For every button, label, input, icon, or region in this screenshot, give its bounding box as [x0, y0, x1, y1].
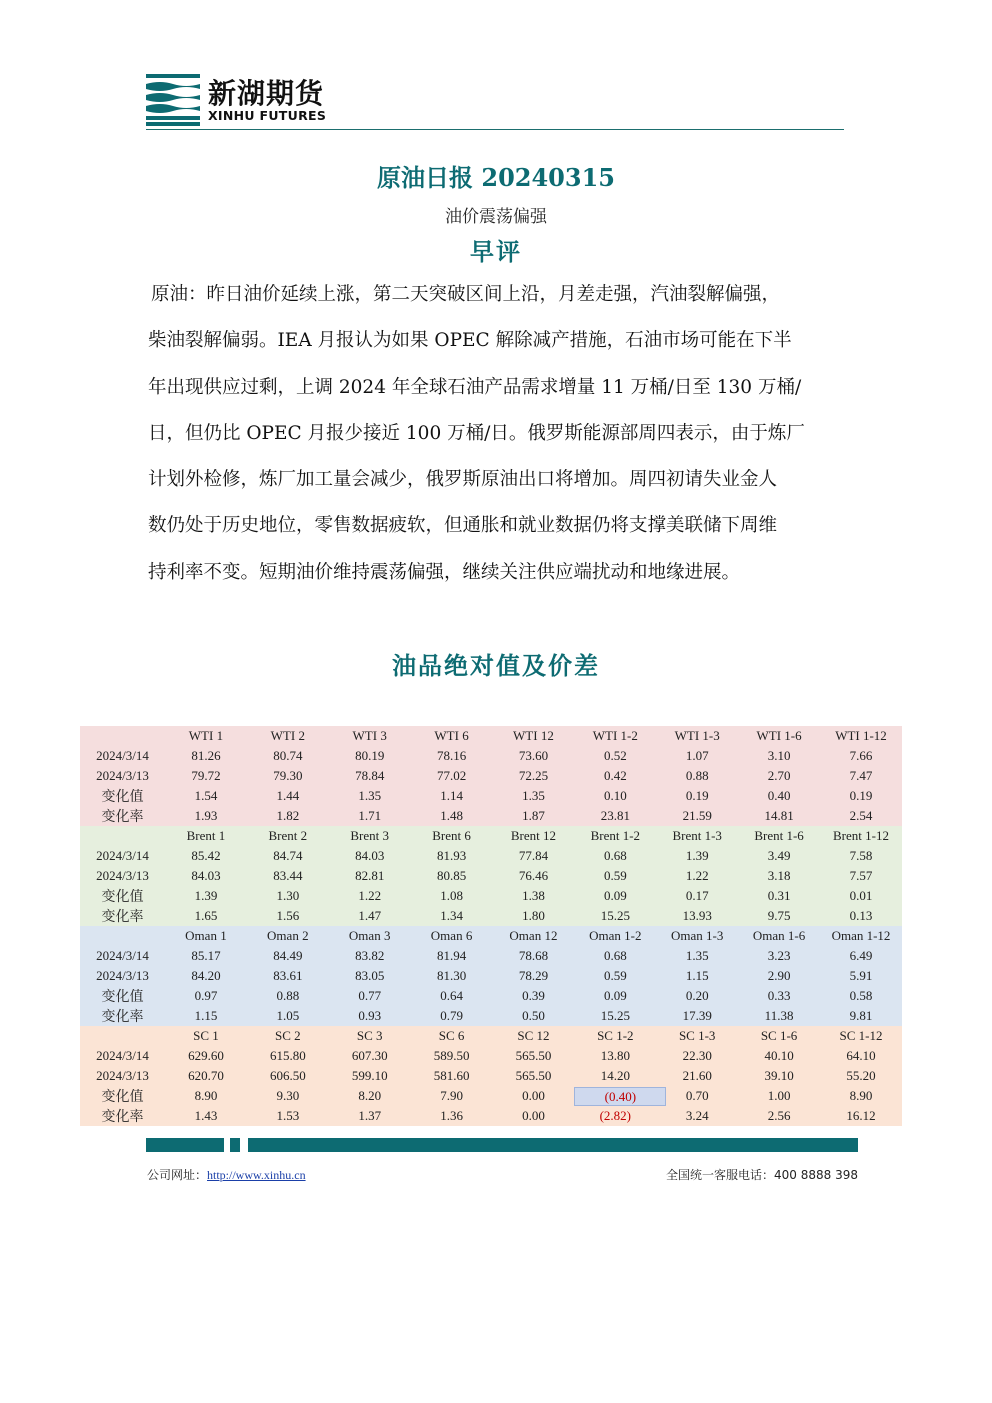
table-cell: 1.82 — [247, 806, 329, 826]
table-row — [80, 1066, 902, 1086]
table-cell: 78.29 — [493, 966, 575, 986]
table-cell: 589.50 — [411, 1046, 493, 1066]
table-cell: 7.57 — [820, 866, 902, 886]
row-label-text: 变化值 — [101, 989, 144, 1005]
table-cell: 0.50 — [493, 1006, 575, 1026]
table-cell: 3.24 — [656, 1106, 738, 1126]
table-cell: 3.10 — [738, 746, 820, 766]
table-cell: 83.82 — [329, 946, 411, 966]
table-cell: 84.03 — [165, 866, 247, 886]
row-label — [80, 1046, 165, 1066]
table-cell: 1.56 — [247, 906, 329, 926]
table-cell: 0.20 — [656, 986, 738, 1006]
table-cell: 1.43 — [165, 1106, 247, 1126]
table-header-row — [80, 926, 902, 946]
table-cell: 629.60 — [165, 1046, 247, 1066]
table-cell: 17.39 — [656, 1006, 738, 1026]
table-cell: 7.58 — [820, 846, 902, 866]
table-cell: 1.22 — [656, 866, 738, 886]
table-cell: 21.59 — [656, 806, 738, 826]
row-label-text: 变化率 — [101, 1009, 144, 1025]
body-line: 计划外检修，炼厂加工量会减少，俄罗斯原油出口将增加。周四初请失业金人 — [148, 469, 778, 491]
row-label-text: 2024/3/14 — [96, 948, 149, 963]
column-header: WTI 3 — [329, 726, 411, 746]
row-label — [80, 946, 165, 966]
table-cell: 1.93 — [165, 806, 247, 826]
column-header: SC 1 — [165, 1026, 247, 1046]
table-cell-negative — [574, 1086, 656, 1106]
footer-bar-mid — [230, 1138, 240, 1152]
table-cell: 84.74 — [247, 846, 329, 866]
column-header — [80, 926, 165, 946]
column-header: SC 1-3 — [656, 1026, 738, 1046]
table-cell: 0.97 — [165, 986, 247, 1006]
table-cell: 7.66 — [820, 746, 902, 766]
xinhu-logo-icon — [146, 74, 200, 126]
table-cell: 81.94 — [411, 946, 493, 966]
table-cell: 82.81 — [329, 866, 411, 886]
negative-value: (0.40) — [574, 1087, 666, 1106]
row-label-text: 2024/3/14 — [96, 748, 149, 763]
table-cell: 1.53 — [247, 1106, 329, 1126]
table-cell: 615.80 — [247, 1046, 329, 1066]
table-cell: 1.07 — [656, 746, 738, 766]
table-cell: 0.13 — [820, 906, 902, 926]
table-cell: 23.81 — [574, 806, 656, 826]
table-cell: 8.90 — [165, 1086, 247, 1106]
footer-bar-right — [248, 1138, 858, 1152]
table-cell: 21.60 — [656, 1066, 738, 1086]
row-label — [80, 906, 165, 926]
table-cell: 15.25 — [574, 906, 656, 926]
table-cell: 0.88 — [656, 766, 738, 786]
table-cell: 83.05 — [329, 966, 411, 986]
report-title: 原油日报 20240315 — [377, 163, 615, 192]
header-divider — [146, 129, 844, 130]
table-cell: 78.68 — [493, 946, 575, 966]
table-cell: 81.26 — [165, 746, 247, 766]
table-cell: 607.30 — [329, 1046, 411, 1066]
column-header: Brent 1-6 — [738, 826, 820, 846]
morning-review-text — [148, 272, 848, 596]
brand-name-en: XINHU FUTURES — [208, 108, 327, 123]
column-header: Brent 3 — [329, 826, 411, 846]
section-heading-morning-review: 早评 — [470, 237, 522, 266]
row-label — [80, 886, 165, 906]
table-cell: 1.48 — [411, 806, 493, 826]
table-cell: 565.50 — [493, 1046, 575, 1066]
table-cell: 85.17 — [165, 946, 247, 966]
table-cell: 0.59 — [574, 866, 656, 886]
table-cell: 3.49 — [738, 846, 820, 866]
row-label-text: 2024/3/13 — [96, 868, 149, 883]
table-cell: 1.54 — [165, 786, 247, 806]
table-cell: 83.61 — [247, 966, 329, 986]
table-row — [80, 966, 902, 986]
column-header: WTI 1-6 — [738, 726, 820, 746]
table-cell: 1.39 — [656, 846, 738, 866]
table-cell: 0.77 — [329, 986, 411, 1006]
price-spread-table-container — [80, 726, 902, 1126]
table-cell: 606.50 — [247, 1066, 329, 1086]
table-row — [80, 846, 902, 866]
table-cell: 1.38 — [493, 886, 575, 906]
table-cell: 1.15 — [656, 966, 738, 986]
table-cell: 6.49 — [820, 946, 902, 966]
table-cell: 3.23 — [738, 946, 820, 966]
table-cell: 0.79 — [411, 1006, 493, 1026]
table-cell: 40.10 — [738, 1046, 820, 1066]
footer-phone: 全国统一客服电话：400 8888 398 — [666, 1168, 858, 1182]
table-cell: 1.05 — [247, 1006, 329, 1026]
report-subtitle: 油价震荡偏强 — [445, 207, 547, 227]
table-cell: 1.08 — [411, 886, 493, 906]
table-cell: 1.35 — [656, 946, 738, 966]
column-header: Brent 1 — [165, 826, 247, 846]
table-cell: 81.93 — [411, 846, 493, 866]
table-cell: 0.93 — [329, 1006, 411, 1026]
table-cell: 84.03 — [329, 846, 411, 866]
column-header: Oman 3 — [329, 926, 411, 946]
column-header: Oman 1-6 — [738, 926, 820, 946]
column-header: Oman 1-3 — [656, 926, 738, 946]
table-cell: 0.00 — [493, 1086, 575, 1106]
row-label-text: 变化率 — [101, 809, 144, 825]
row-label-text: 变化值 — [101, 889, 144, 905]
table-cell: 2.70 — [738, 766, 820, 786]
table-cell: 1.15 — [165, 1006, 247, 1026]
column-header — [80, 826, 165, 846]
table-cell: 1.47 — [329, 906, 411, 926]
table-cell: 0.70 — [656, 1086, 738, 1106]
table-header-row — [80, 726, 902, 746]
table-cell: 8.90 — [820, 1086, 902, 1106]
table-cell: 1.36 — [411, 1106, 493, 1126]
table-cell: 78.16 — [411, 746, 493, 766]
table-cell: 565.50 — [493, 1066, 575, 1086]
row-label — [80, 846, 165, 866]
column-header: SC 12 — [493, 1026, 575, 1046]
footer-website — [147, 1166, 306, 1183]
row-label-text: 变化率 — [101, 1109, 144, 1125]
table-cell: 84.49 — [247, 946, 329, 966]
column-header: Brent 1-3 — [656, 826, 738, 846]
body-line: 数仍处于历史地位，零售数据疲软，但通胀和就业数据仍将支撑美联储下周维 — [148, 515, 778, 537]
table-cell: 0.58 — [820, 986, 902, 1006]
column-header: Oman 2 — [247, 926, 329, 946]
row-label-text: 变化率 — [101, 909, 144, 925]
column-header: Oman 1-12 — [820, 926, 902, 946]
table-row — [80, 866, 902, 886]
table-cell: 85.42 — [165, 846, 247, 866]
table-cell: 1.44 — [247, 786, 329, 806]
table-cell: 64.10 — [820, 1046, 902, 1066]
table-cell: 79.72 — [165, 766, 247, 786]
body-line: 持利率不变。短期油价维持震荡偏强，继续关注供应端扰动和地缘进展。 — [148, 561, 741, 583]
footer-bar-left — [146, 1138, 224, 1152]
table-cell: 79.30 — [247, 766, 329, 786]
column-header: Brent 1-2 — [574, 826, 656, 846]
row-label-text: 2024/3/14 — [96, 848, 149, 863]
column-header — [80, 726, 165, 746]
table-cell: 0.33 — [738, 986, 820, 1006]
table-cell: 80.19 — [329, 746, 411, 766]
table-row — [80, 1086, 902, 1106]
table-cell: 16.12 — [820, 1106, 902, 1126]
row-label — [80, 986, 165, 1006]
table-cell: 0.10 — [574, 786, 656, 806]
row-label-text: 2024/3/13 — [96, 1068, 149, 1083]
table-cell: 73.60 — [493, 746, 575, 766]
table-cell: 39.10 — [738, 1066, 820, 1086]
table-cell: 2.56 — [738, 1106, 820, 1126]
table-cell: 0.31 — [738, 886, 820, 906]
footer-website-link[interactable]: http://www.xinhu.cn — [207, 1168, 306, 1182]
table-cell: 8.20 — [329, 1086, 411, 1106]
table-row — [80, 806, 902, 826]
footer-website-label: 公司网址： — [147, 1168, 208, 1182]
column-header: Oman 1-2 — [574, 926, 656, 946]
row-label — [80, 806, 165, 826]
table-cell: 0.09 — [574, 986, 656, 1006]
column-header: Oman 6 — [411, 926, 493, 946]
table-cell: 1.80 — [493, 906, 575, 926]
table-cell: 0.59 — [574, 966, 656, 986]
table-cell: 581.60 — [411, 1066, 493, 1086]
table-cell: 9.81 — [820, 1006, 902, 1026]
column-header: Brent 2 — [247, 826, 329, 846]
body-line: 柴油裂解偏弱。IEA 月报认为如果 OPEC 解除减产措施，石油市场可能在下半 — [148, 330, 792, 352]
row-label — [80, 1106, 165, 1126]
row-label — [80, 766, 165, 786]
table-cell: 0.17 — [656, 886, 738, 906]
row-label — [80, 1066, 165, 1086]
table-cell: 0.19 — [820, 786, 902, 806]
body-line: 原油：昨日油价延续上涨，第二天突破区间上沿，月差走强，汽油裂解偏强， — [151, 284, 781, 305]
table-row — [80, 986, 902, 1006]
table-cell: 81.30 — [411, 966, 493, 986]
section-heading-spreads: 油品绝对值及价差 — [392, 651, 600, 680]
table-cell: 22.30 — [656, 1046, 738, 1066]
table-cell: 1.22 — [329, 886, 411, 906]
table-cell: 1.35 — [329, 786, 411, 806]
column-header: WTI 6 — [411, 726, 493, 746]
column-header — [80, 1026, 165, 1046]
table-cell: 77.02 — [411, 766, 493, 786]
table-cell: 1.65 — [165, 906, 247, 926]
table-cell: 14.81 — [738, 806, 820, 826]
row-label — [80, 966, 165, 986]
row-label-text: 2024/3/14 — [96, 1048, 149, 1063]
column-header: SC 1-2 — [574, 1026, 656, 1046]
table-cell: 2.90 — [738, 966, 820, 986]
table-cell: 9.30 — [247, 1086, 329, 1106]
table-cell: 1.34 — [411, 906, 493, 926]
table-row — [80, 886, 902, 906]
table-row — [80, 1006, 902, 1026]
column-header: SC 2 — [247, 1026, 329, 1046]
table-row — [80, 766, 902, 786]
table-cell: 0.01 — [820, 886, 902, 906]
table-cell: 78.84 — [329, 766, 411, 786]
table-cell: 0.68 — [574, 846, 656, 866]
table-cell: 83.44 — [247, 866, 329, 886]
table-cell: 80.85 — [411, 866, 493, 886]
table-cell: 15.25 — [574, 1006, 656, 1026]
column-header: Brent 6 — [411, 826, 493, 846]
table-cell: 84.20 — [165, 966, 247, 986]
table-cell: 0.00 — [493, 1106, 575, 1126]
table-cell: 1.37 — [329, 1106, 411, 1126]
row-label-text: 变化值 — [101, 789, 144, 805]
table-cell: 14.20 — [574, 1066, 656, 1086]
table-cell: 9.75 — [738, 906, 820, 926]
table-cell: 0.52 — [574, 746, 656, 766]
column-header: WTI 1-3 — [656, 726, 738, 746]
table-cell: 0.40 — [738, 786, 820, 806]
column-header: SC 1-12 — [820, 1026, 902, 1046]
table-cell: 80.74 — [247, 746, 329, 766]
table-row — [80, 1046, 902, 1066]
table-cell: 7.47 — [820, 766, 902, 786]
table-row — [80, 946, 902, 966]
column-header: WTI 12 — [493, 726, 575, 746]
column-header: SC 6 — [411, 1026, 493, 1046]
table-cell: 0.39 — [493, 986, 575, 1006]
table-cell: 1.35 — [493, 786, 575, 806]
column-header: SC 1-6 — [738, 1026, 820, 1046]
table-cell: 5.91 — [820, 966, 902, 986]
column-header: WTI 2 — [247, 726, 329, 746]
table-cell: 0.09 — [574, 886, 656, 906]
page-header — [146, 70, 846, 132]
body-line: 年出现供应过剩，上调 2024 年全球石油产品需求增量 11 万桶/日至 130 万桶/ — [148, 376, 802, 398]
row-label — [80, 786, 165, 806]
table-cell: 0.88 — [247, 986, 329, 1006]
table-cell: 76.46 — [493, 866, 575, 886]
column-header: SC 3 — [329, 1026, 411, 1046]
table-cell: 77.84 — [493, 846, 575, 866]
table-cell: 7.90 — [411, 1086, 493, 1106]
row-label — [80, 866, 165, 886]
table-cell: 1.87 — [493, 806, 575, 826]
table-cell: 0.42 — [574, 766, 656, 786]
column-header: WTI 1-12 — [820, 726, 902, 746]
table-cell: 599.10 — [329, 1066, 411, 1086]
table-cell: 13.93 — [656, 906, 738, 926]
row-label — [80, 746, 165, 766]
table-cell: 0.19 — [656, 786, 738, 806]
body-line: 日，但仍比 OPEC 月报少接近 100 万桶/日。俄罗斯能源部周四表示，由于炼厂 — [148, 422, 805, 444]
table-cell: 3.18 — [738, 866, 820, 886]
table-cell: 13.80 — [574, 1046, 656, 1066]
table-header-row — [80, 826, 902, 846]
table-cell: 2.54 — [820, 806, 902, 826]
table-row — [80, 746, 902, 766]
table-cell: 11.38 — [738, 1006, 820, 1026]
price-spread-table — [80, 726, 902, 1126]
row-label-text: 2024/3/13 — [96, 968, 149, 983]
row-label-text: 2024/3/13 — [96, 768, 149, 783]
table-cell: 1.00 — [738, 1086, 820, 1106]
table-cell: 1.71 — [329, 806, 411, 826]
table-cell: 0.64 — [411, 986, 493, 1006]
table-cell: 1.14 — [411, 786, 493, 806]
table-cell: 620.70 — [165, 1066, 247, 1086]
table-row — [80, 1106, 902, 1126]
table-row — [80, 786, 902, 806]
column-header: WTI 1-2 — [574, 726, 656, 746]
table-cell: 1.30 — [247, 886, 329, 906]
column-header: Oman 1 — [165, 926, 247, 946]
table-header-row — [80, 1026, 902, 1046]
table-cell: 55.20 — [820, 1066, 902, 1086]
row-label — [80, 1006, 165, 1026]
table-cell-negative: (2.82) — [574, 1106, 656, 1126]
column-header: Brent 12 — [493, 826, 575, 846]
table-cell: 1.39 — [165, 886, 247, 906]
table-cell: 0.68 — [574, 946, 656, 966]
column-header: Brent 1-12 — [820, 826, 902, 846]
row-label-text: 变化值 — [101, 1089, 144, 1105]
table-row — [80, 906, 902, 926]
row-label — [80, 1086, 165, 1106]
table-cell: 72.25 — [493, 766, 575, 786]
column-header: WTI 1 — [165, 726, 247, 746]
column-header: Oman 12 — [493, 926, 575, 946]
brand-name-cn: 新湖期货 — [208, 77, 325, 110]
